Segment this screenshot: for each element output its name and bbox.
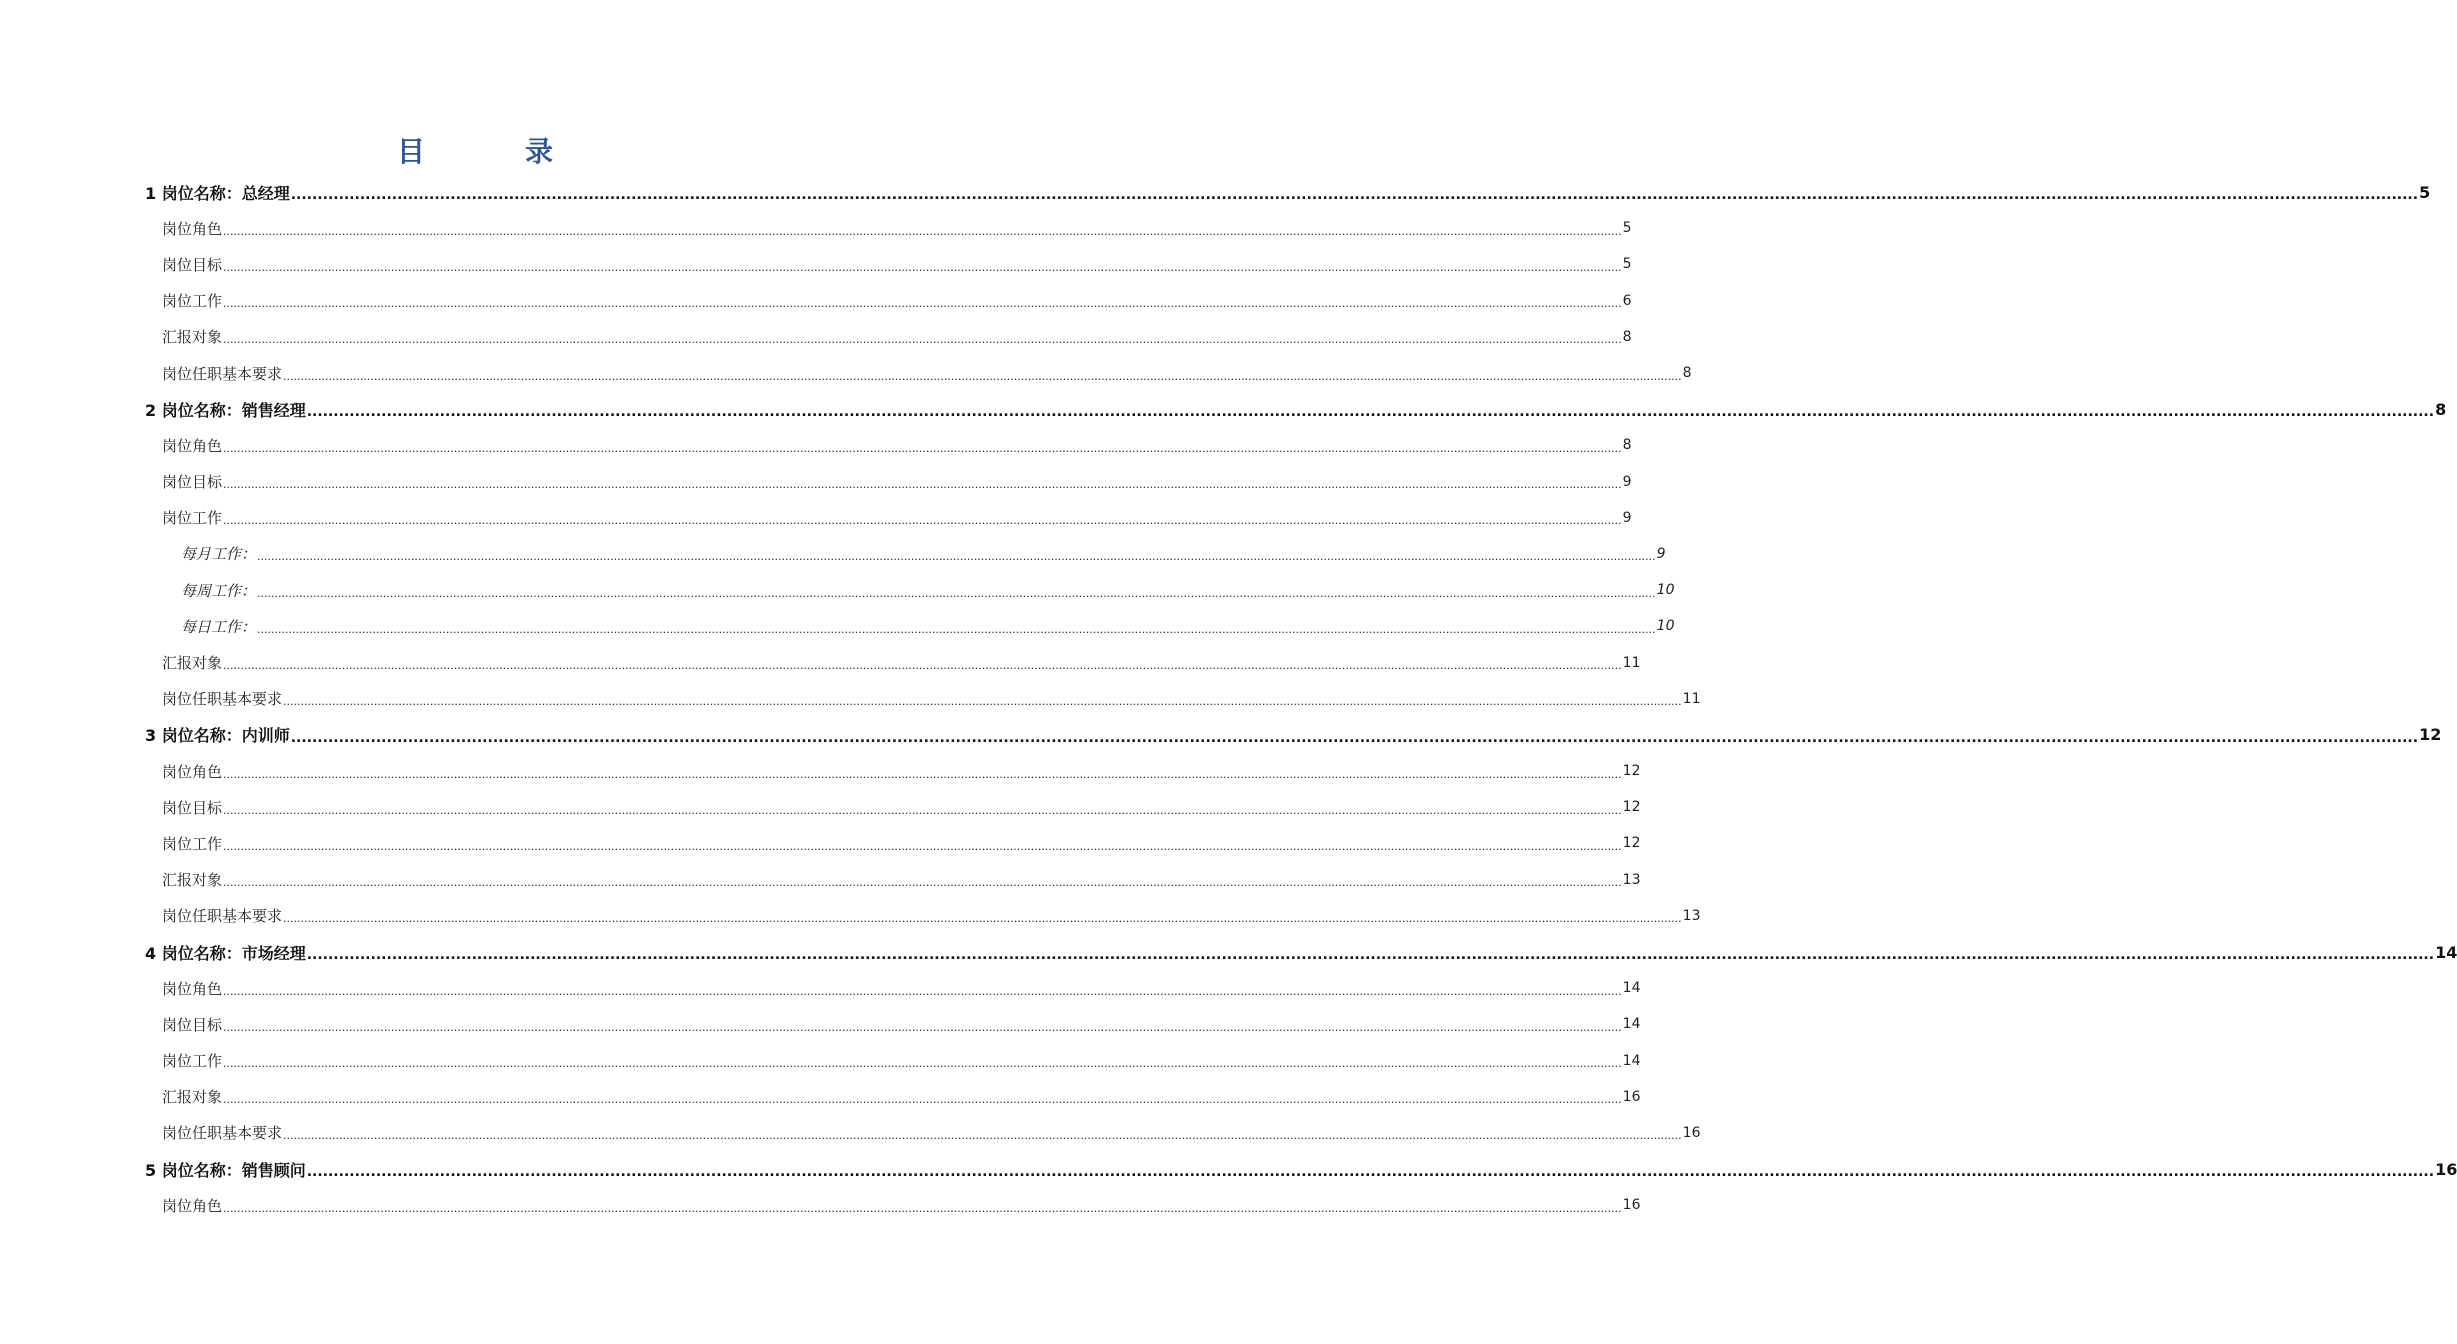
toc-leader-dots: ................................................................................................................................................................................................................................................................................................................................................................................................................ — [223, 1201, 1622, 1215]
toc-leader-dots: ................................................................................................................................................................................................................................................................................................................................................................................................................ — [290, 729, 2419, 746]
toc-leader-dots: ................................................................................................................................................................................................................................................................................................................................................................................................................ — [223, 1093, 1622, 1107]
toc-entry-level-1[interactable] — [145, 391, 2447, 427]
toc-entry-page-number: 14 — [1622, 980, 1641, 997]
toc-leader-dots: ................................................................................................................................................................................................................................................................................................................................................................................................................ — [283, 1129, 1682, 1143]
toc-leader-dots: ................................................................................................................................................................................................................................................................................................................................................................................................................ — [223, 224, 1622, 238]
toc-leader-dots: ................................................................................................................................................................................................................................................................................................................................................................................................................ — [223, 333, 1622, 347]
toc-entry-label: 岗位角色 — [162, 762, 223, 781]
toc-entry-label: 1 岗位名称：总经理 — [145, 183, 290, 203]
toc-entry-label: 岗位目标 — [162, 1015, 223, 1034]
toc-leader-dots: ................................................................................................................................................................................................................................................................................................................................................................................................................ — [257, 550, 1656, 564]
toc-entry-label: 岗位工作 — [162, 292, 223, 311]
toc-entry-page-number: 16 — [1622, 1197, 1641, 1214]
toc-entry-page-number: 5 — [1622, 220, 1632, 237]
toc-entry-label: 汇报对象 — [162, 871, 223, 890]
toc-entry-page-number: 9 — [1622, 473, 1632, 490]
toc-entry-level-2[interactable] — [145, 427, 1632, 463]
toc-entry-page-number: 8 — [1682, 365, 1692, 382]
toc-leader-dots: ................................................................................................................................................................................................................................................................................................................................................................................................................ — [223, 767, 1622, 781]
toc-entry-level-2[interactable] — [145, 1006, 1641, 1042]
toc-leader-dots: ................................................................................................................................................................................................................................................................................................................................................................................................................ — [223, 1020, 1622, 1034]
toc-entry-page-number: 11 — [1682, 690, 1701, 707]
toc-entry-level-3[interactable] — [145, 608, 1675, 644]
toc-entry-label: 汇报对象 — [162, 654, 223, 673]
toc-entry-level-2[interactable] — [145, 825, 1641, 861]
toc-entry-page-number: 11 — [1622, 654, 1641, 671]
toc-entry-page-number: 16 — [2435, 1159, 2457, 1179]
toc-leader-dots: ................................................................................................................................................................................................................................................................................................................................................................................................................ — [223, 441, 1622, 455]
toc-leader-dots: ................................................................................................................................................................................................................................................................................................................................................................................................................ — [223, 876, 1622, 890]
toc-entry-level-2[interactable] — [145, 210, 1632, 246]
toc-entry-page-number: 8 — [1622, 437, 1632, 454]
toc-entry-page-number: 9 — [1622, 509, 1632, 526]
toc-entry-label: 岗位任职基本要求 — [162, 907, 283, 926]
toc-leader-dots: ................................................................................................................................................................................................................................................................................................................................................................................................................ — [283, 369, 1682, 383]
toc-entry-level-2[interactable] — [145, 1115, 1701, 1151]
toc-entry-label: 汇报对象 — [162, 328, 223, 347]
toc-leader-dots: ................................................................................................................................................................................................................................................................................................................................................................................................................ — [257, 586, 1656, 600]
toc-leader-dots: ................................................................................................................................................................................................................................................................................................................................................................................................................ — [223, 1057, 1622, 1071]
toc-entry-page-number: 10 — [1656, 618, 1675, 635]
toc-leader-dots: ................................................................................................................................................................................................................................................................................................................................................................................................................ — [223, 297, 1622, 311]
toc-entry-page-number: 13 — [1622, 871, 1641, 888]
toc-entry-level-2[interactable] — [145, 789, 1641, 825]
toc-leader-dots: ................................................................................................................................................................................................................................................................................................................................................................................................................ — [223, 514, 1622, 528]
toc-leader-dots: ................................................................................................................................................................................................................................................................................................................................................................................................................ — [283, 695, 1682, 709]
toc-leader-dots: ................................................................................................................................................................................................................................................................................................................................................................................................................ — [223, 659, 1622, 673]
toc-entry-level-2[interactable] — [145, 500, 1632, 536]
toc-entry-label: 4 岗位名称：市场经理 — [145, 943, 306, 963]
toc-leader-dots: ................................................................................................................................................................................................................................................................................................................................................................................................................ — [223, 984, 1622, 998]
toc-entry-level-1[interactable] — [145, 934, 2457, 970]
toc-title: 目 录 — [396, 135, 589, 168]
toc-entry-level-2[interactable] — [145, 283, 1632, 319]
toc-entry-label: 每日工作： — [181, 617, 257, 636]
toc-leader-dots: ................................................................................................................................................................................................................................................................................................................................................................................................................ — [223, 260, 1622, 274]
toc-entry-label: 岗位目标 — [162, 798, 223, 817]
toc-entry-label: 每月工作： — [181, 545, 257, 564]
toc-entry-label: 岗位任职基本要求 — [162, 1124, 283, 1143]
toc-entry-page-number: 5 — [1622, 256, 1632, 273]
toc-leader-dots: ................................................................................................................................................................................................................................................................................................................................................................................................................ — [283, 912, 1682, 926]
toc-entry-label: 岗位工作 — [162, 1052, 223, 1071]
toc-entry-page-number: 8 — [2435, 399, 2447, 419]
toc-entry-page-number: 16 — [1682, 1124, 1701, 1141]
toc-entry-level-2[interactable] — [145, 246, 1632, 282]
toc-entry-page-number: 6 — [1622, 292, 1632, 309]
toc-entry-page-number: 9 — [1656, 545, 1666, 562]
toc-entry-level-2[interactable] — [145, 464, 1632, 500]
toc-entry-level-2[interactable] — [145, 681, 1701, 717]
toc-entry-level-2[interactable] — [145, 862, 1641, 898]
toc-entry-page-number: 14 — [1622, 1016, 1641, 1033]
toc-entry-level-3[interactable] — [145, 572, 1675, 608]
toc-entry-page-number: 14 — [1622, 1052, 1641, 1069]
toc-entry-page-number: 12 — [1622, 799, 1641, 816]
toc-entry-label: 岗位角色 — [162, 219, 223, 238]
toc-entry-label: 岗位角色 — [162, 436, 223, 455]
toc-entry-level-2[interactable] — [145, 898, 1701, 934]
toc-entry-level-2[interactable] — [145, 319, 1632, 355]
toc-entry-level-1[interactable] — [145, 1151, 2457, 1187]
toc-entry-label: 3 岗位名称：内训师 — [145, 726, 290, 746]
toc-leader-dots: ................................................................................................................................................................................................................................................................................................................................................................................................................ — [306, 404, 2435, 421]
toc-leader-dots: ................................................................................................................................................................................................................................................................................................................................................................................................................ — [257, 622, 1656, 636]
toc-entry-page-number: 16 — [1622, 1088, 1641, 1105]
toc-entry-page-number: 12 — [2419, 725, 2442, 745]
toc-list — [145, 174, 2457, 1223]
toc-entry-page-number: 12 — [1622, 763, 1641, 780]
toc-leader-dots: ................................................................................................................................................................................................................................................................................................................................................................................................................ — [306, 947, 2435, 964]
toc-entry-page-number: 12 — [1622, 835, 1641, 852]
toc-entry-label: 岗位角色 — [162, 979, 223, 998]
toc-entry-label: 5 岗位名称：销售顾问 — [145, 1160, 306, 1180]
toc-entry-level-2[interactable] — [145, 1079, 1641, 1115]
toc-entry-label: 岗位角色 — [162, 1196, 223, 1215]
toc-entry-page-number: 5 — [2419, 182, 2431, 202]
toc-entry-level-2[interactable] — [145, 1187, 1641, 1223]
toc-entry-label: 每周工作： — [181, 581, 257, 600]
toc-entry-page-number: 10 — [1656, 582, 1675, 599]
toc-entry-level-3[interactable] — [145, 536, 1666, 572]
toc-entry-label: 岗位目标 — [162, 255, 223, 274]
toc-entry-label: 2 岗位名称：销售经理 — [145, 400, 306, 420]
toc-entry-page-number: 14 — [2435, 942, 2457, 962]
toc-entry-label: 岗位任职基本要求 — [162, 364, 283, 383]
toc-entry-level-2[interactable] — [145, 970, 1641, 1006]
toc-entry-level-2[interactable] — [145, 644, 1641, 680]
toc-leader-dots: ................................................................................................................................................................................................................................................................................................................................................................................................................ — [223, 803, 1622, 817]
toc-entry-level-2[interactable] — [145, 1043, 1641, 1079]
toc-leader-dots: ................................................................................................................................................................................................................................................................................................................................................................................................................ — [306, 1164, 2435, 1181]
toc-entry-level-2[interactable] — [145, 753, 1641, 789]
toc-entry-label: 汇报对象 — [162, 1088, 223, 1107]
toc-entry-page-number: 13 — [1682, 907, 1701, 924]
toc-leader-dots: ................................................................................................................................................................................................................................................................................................................................................................................................................ — [223, 839, 1622, 853]
toc-leader-dots: ................................................................................................................................................................................................................................................................................................................................................................................................................ — [223, 478, 1622, 492]
toc-entry-label: 岗位目标 — [162, 473, 223, 492]
toc-entry-page-number: 8 — [1622, 328, 1632, 345]
toc-entry-label: 岗位工作 — [162, 834, 223, 853]
toc-entry-label: 岗位任职基本要求 — [162, 690, 283, 709]
toc-entry-label: 岗位工作 — [162, 509, 223, 528]
toc-entry-level-2[interactable] — [145, 355, 1692, 391]
toc-leader-dots: ................................................................................................................................................................................................................................................................................................................................................................................................................ — [290, 187, 2419, 204]
toc-entry-level-1[interactable] — [145, 174, 2431, 210]
toc-entry-level-1[interactable] — [145, 717, 2442, 753]
